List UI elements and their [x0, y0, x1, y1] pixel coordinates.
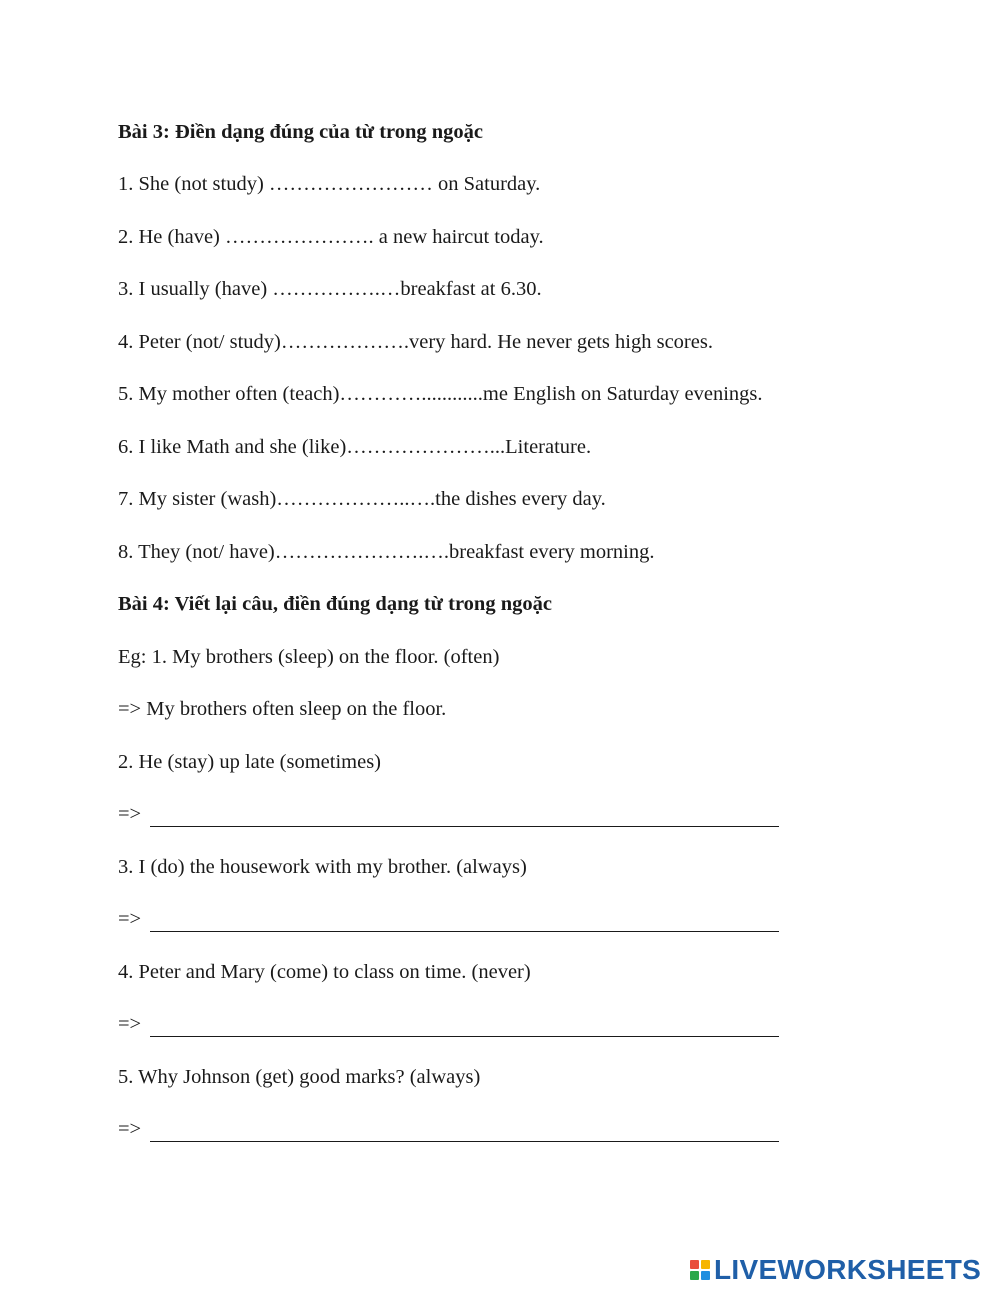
- liveworksheets-logo-text: LIVEWORKSHEETS: [714, 1254, 982, 1285]
- answer-arrow: =>: [118, 908, 142, 930]
- exercise-4-item-4: 4. Peter and Mary (come) to class on time. (never): [118, 961, 531, 983]
- exercise-3-item-8: 8. They (not/ have)………………….….breakfast every morning.: [118, 541, 655, 563]
- exercise-3-item-1: 1. She (not study) …………………… on Saturday.: [118, 173, 541, 195]
- exercise-4-item-2: 2. He (stay) up late (sometimes): [118, 751, 382, 773]
- answer-line-3[interactable]: [150, 907, 779, 932]
- answer-arrow: =>: [118, 1013, 142, 1035]
- exercise-4-item-5: 5. Why Johnson (get) good marks? (always): [118, 1066, 481, 1088]
- answer-line-4[interactable]: [150, 1012, 779, 1037]
- exercise-3-item-3: 3. I usually (have) …………….…breakfast at 6.30.: [118, 278, 542, 300]
- logo-square: [701, 1260, 710, 1269]
- answer-line-2[interactable]: [150, 802, 779, 827]
- logo-square: [690, 1260, 699, 1269]
- exercise-4-heading: Bài 4: Viết lại câu, điền đúng dạng từ trong ngoặc: [118, 593, 552, 615]
- answer-arrow: =>: [118, 1118, 142, 1140]
- exercise-4-item-3: 3. I (do) the housework with my brother. (always): [118, 856, 527, 878]
- liveworksheets-logo-icon: [690, 1260, 710, 1280]
- exercise-4-example-answer: => My brothers often sleep on the floor.: [118, 698, 447, 720]
- answer-line-5[interactable]: [150, 1117, 779, 1142]
- exercise-3-heading: Bài 3: Điền dạng đúng của từ trong ngoặc: [118, 121, 484, 143]
- exercise-3-item-4: 4. Peter (not/ study)……………….very hard. He never gets high scores.: [118, 331, 713, 353]
- logo-square: [701, 1271, 710, 1280]
- exercise-3-item-5: 5. My mother often (teach)…………............me English on Saturday evenings.: [118, 383, 763, 405]
- exercise-3-item-2: 2. He (have) …………………. a new haircut today.: [118, 226, 544, 248]
- exercise-3-item-7: 7. My sister (wash)………………..….the dishes every day.: [118, 488, 606, 510]
- answer-arrow: =>: [118, 803, 142, 825]
- exercise-3-item-6: 6. I like Math and she (like)…………………...Literature.: [118, 436, 592, 458]
- exercise-4-example-question: Eg: 1. My brothers (sleep) on the floor. (often): [118, 646, 500, 668]
- logo-square: [690, 1271, 699, 1280]
- liveworksheets-logo: [690, 1254, 981, 1286]
